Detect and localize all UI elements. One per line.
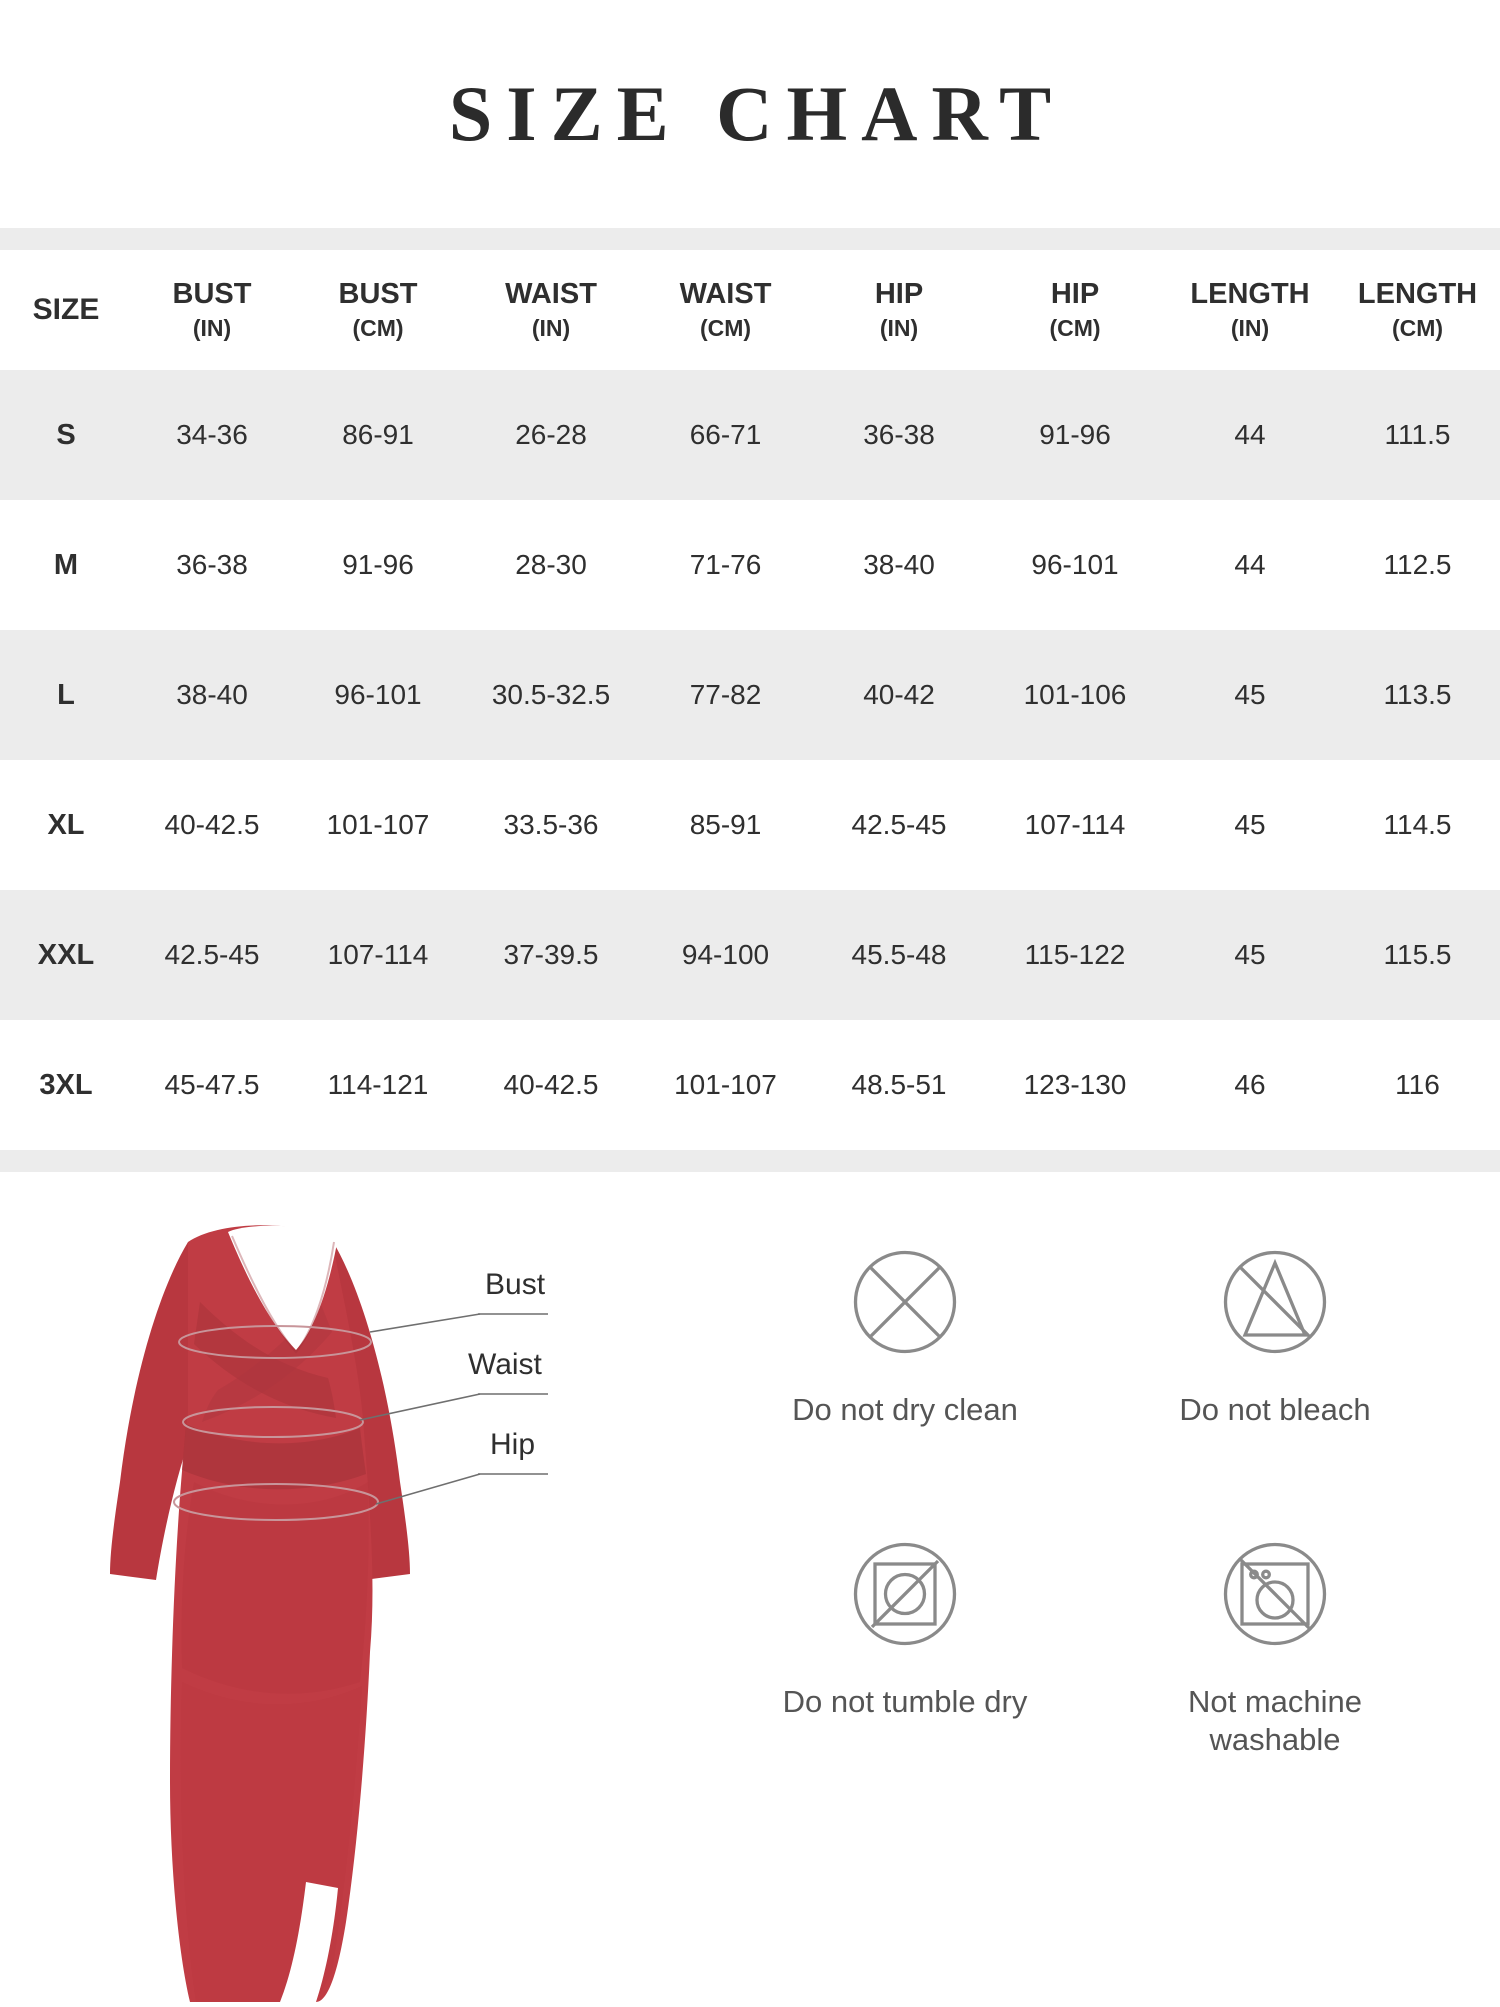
table-bottom-band [0, 1150, 1500, 1172]
cell-length-in: 46 [1234, 1069, 1266, 1100]
column-header-waist-cm: WAIST (CM) [679, 278, 772, 342]
do-not-tumble-dry-icon [830, 1519, 980, 1669]
cell-hip-in: 45.5-48 [851, 939, 947, 970]
table-row [0, 890, 1500, 1020]
cell-waist-in: 26-28 [515, 419, 587, 450]
cell-size: 3XL [39, 1068, 93, 1101]
column-header-waist-in: WAIST (IN) [505, 278, 597, 342]
cell-size: L [57, 678, 75, 711]
cell-bust-in: 34-36 [176, 419, 248, 450]
cell-bust-in: 45-47.5 [164, 1069, 260, 1100]
cell-waist-in: 28-30 [515, 549, 587, 580]
label-hip: Hip [490, 1428, 536, 1461]
cell-bust-cm: 107-114 [327, 939, 429, 970]
table-row [0, 630, 1500, 760]
cell-hip-cm: 101-106 [1023, 679, 1127, 710]
do-not-bleach-icon [1200, 1227, 1350, 1377]
cell-hip-in: 42.5-45 [851, 809, 947, 840]
care-item-machine-wash [1090, 1519, 1460, 1761]
cell-waist-in: 30.5-32.5 [491, 679, 611, 710]
page-title: SIZE CHART [448, 70, 1066, 157]
column-header-size: SIZE [32, 292, 100, 326]
table-header-row [0, 250, 1500, 370]
label-waist: Waist [468, 1348, 542, 1381]
cell-waist-cm: 101-107 [674, 1069, 777, 1100]
cell-length-in: 45 [1234, 939, 1266, 970]
care-item-tumble-dry [720, 1519, 1090, 1761]
cell-length-cm: 114.5 [1383, 809, 1452, 840]
bottom-section [0, 1172, 1500, 2002]
cell-hip-cm: 107-114 [1024, 809, 1126, 840]
cell-length-in: 45 [1234, 809, 1266, 840]
cell-bust-in: 36-38 [176, 549, 248, 580]
cell-length-cm: 115.5 [1383, 939, 1452, 970]
table-row [0, 370, 1500, 500]
cell-hip-in: 48.5-51 [851, 1069, 947, 1100]
care-instructions [720, 1227, 1460, 1760]
care-item-dry-clean [720, 1227, 1090, 1469]
cell-bust-cm: 86-91 [342, 419, 414, 450]
column-header-hip-in: HIP (IN) [874, 278, 924, 342]
cell-bust-cm: 101-107 [326, 809, 430, 840]
care-label-dry-clean: Do not dry clean [792, 1392, 1018, 1427]
cell-hip-in: 36-38 [863, 419, 935, 450]
cell-hip-in: 38-40 [863, 549, 935, 580]
cell-waist-in: 33.5-36 [503, 809, 599, 840]
cell-waist-in: 37-39.5 [503, 939, 599, 970]
dress-shape [110, 1225, 410, 2002]
care-label-bleach: Do not bleach [1179, 1392, 1371, 1427]
cell-waist-cm: 77-82 [689, 679, 762, 710]
cell-size: XL [47, 808, 85, 841]
cell-bust-cm: 114-121 [327, 1069, 429, 1100]
column-header-length-cm: LENGTH (CM) [1357, 278, 1478, 342]
column-header-length-in: LENGTH (IN) [1190, 278, 1310, 342]
not-machine-washable-icon [1200, 1519, 1350, 1669]
table-top-band [0, 228, 1500, 250]
do-not-dry-clean-icon [830, 1227, 980, 1377]
cell-size: S [56, 418, 76, 451]
dress-diagram [70, 1182, 630, 2002]
cell-length-in: 45 [1234, 679, 1266, 710]
label-bust: Bust [485, 1268, 546, 1301]
column-header-bust-in: BUST (IN) [172, 278, 252, 342]
cell-bust-in: 42.5-45 [164, 939, 260, 970]
cell-bust-in: 38-40 [176, 679, 248, 710]
cell-waist-in: 40-42.5 [503, 1069, 599, 1100]
cell-bust-cm: 91-96 [342, 549, 414, 580]
cell-hip-cm: 123-130 [1023, 1069, 1127, 1100]
care-label-tumble-dry: Do not tumble dry [782, 1683, 1028, 1719]
table-row [0, 1020, 1500, 1150]
dress-illustration-svg [70, 1182, 630, 2002]
column-header-hip-cm: HIP (CM) [1049, 278, 1101, 342]
table-row [0, 760, 1500, 890]
cell-waist-cm: 71-76 [689, 549, 762, 580]
table-row [0, 500, 1500, 630]
cell-bust-cm: 96-101 [334, 679, 422, 710]
cell-length-cm: 111.5 [1384, 419, 1451, 450]
cell-length-cm: 116 [1395, 1069, 1440, 1100]
title-band [0, 0, 1500, 228]
cell-hip-in: 40-42 [863, 679, 935, 710]
cell-hip-cm: 91-96 [1039, 419, 1111, 450]
cell-hip-cm: 96-101 [1031, 549, 1119, 580]
cell-waist-cm: 94-100 [681, 939, 770, 970]
cell-hip-cm: 115-122 [1024, 939, 1126, 970]
cell-length-cm: 112.5 [1383, 549, 1452, 580]
cell-waist-cm: 85-91 [689, 809, 762, 840]
size-table-wrapper [0, 250, 1500, 1150]
cell-size: M [53, 548, 79, 581]
table-body [0, 370, 1500, 1150]
cell-size: XXL [37, 938, 95, 971]
table-header [0, 250, 1500, 370]
cell-length-in: 44 [1234, 549, 1266, 580]
cell-bust-in: 40-42.5 [164, 809, 260, 840]
size-table [0, 250, 1500, 1150]
cell-length-in: 44 [1234, 419, 1266, 450]
column-header-bust-cm: BUST (CM) [338, 278, 418, 342]
cell-waist-cm: 66-71 [689, 419, 762, 450]
care-label-machine-wash: Not machine washable [1187, 1683, 1363, 1758]
cell-length-cm: 113.5 [1383, 679, 1452, 710]
care-item-bleach [1090, 1227, 1460, 1469]
